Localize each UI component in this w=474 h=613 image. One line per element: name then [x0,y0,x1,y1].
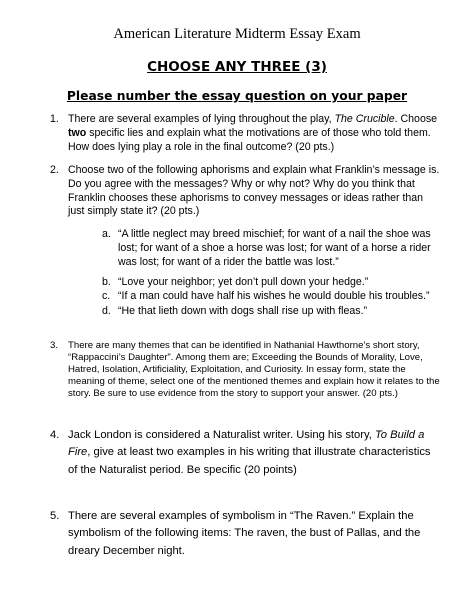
question-number: 2. [50,164,59,176]
question-5 [50,508,440,560]
aphorism-letter: a. [102,228,111,240]
emphasis: two [68,126,87,139]
question-number: 1. [50,113,59,125]
question-text: There are several examples of symbolism in “The Raven.” Explain the symbolism of the following items: The raven, the bust of Pallas, and the dreary December night. [68,510,421,557]
aphorism-d [102,305,448,319]
work-title: The Crucible [334,113,395,125]
choose-heading: CHOOSE ANY THREE (3) [147,59,327,75]
question-text: specific lies and explain what the motivations are of those who told them. How does lying play a role in the final outcome? (20 pts.) [68,126,431,153]
question-2 [50,164,440,219]
question-1 [50,113,440,154]
aphorism-c [102,290,448,304]
question-text: Jack London is considered a Naturalist writer. Using his story, [68,429,375,441]
aphorism-a [102,228,448,270]
question-text: There are several examples of lying throughout the play, [68,113,335,125]
question-3 [50,340,440,400]
instruction-heading: Please number the essay question on your paper [66,89,408,103]
aphorism-text: “He that lieth down with dogs shall rise up with fleas.” [118,305,368,317]
aphorism-text: “A little neglect may breed mischief; for want of a nail the shoe was lost; for want of a shoe a horse was lost; for want of a horse a rider was lost; for want of a rider the battle was lost.” [118,228,431,268]
aphorism-text: “Love your neighbor; yet don’t pull down your hedge.” [118,276,369,288]
question-text: , give at least two examples in his writing that illustrate characteristics of the Naturalist period. Be specific (20 points) [68,446,431,476]
aphorism-letter: c. [102,290,111,302]
question-number: 3. [50,340,59,351]
question-text: Choose two of the following aphorisms and explain what Franklin’s message is. Do you agree with the messages? Why or why not? Why do you think that Franklin chooses these aphorisms to convey messages or ideas rather than just simply state it? (20 pts.) [68,164,440,218]
aphorism-letter: b. [102,276,111,288]
exam-title: American Literature Midterm Essay Exam [113,26,361,42]
question-number: 4. [50,429,60,441]
question-4 [50,427,440,479]
aphorism-letter: d. [102,305,111,317]
question-text: . Choose [394,113,438,125]
work-title: To Build a Fire [68,429,425,459]
aphorism-text: “If a man could have half his wishes he would double his troubles.” [118,290,430,302]
question-text: There are many themes that can be identified in Nathanial Hawthorne’s short story, “Rappaccini’s Daughter”. Among them are; Exceeding the Bounds of Morality, Love, Hatred, Isolation, Artificiality, Exploitation, and Curiosity. In essay form, state the meaning of theme, select one of the mentioned themes and explain how it relates to the story. Be sure to use evidence from the story to support your answer. (20 pts.) [68,340,440,399]
question-number: 5. [50,510,60,522]
aphorism-b [102,276,448,290]
